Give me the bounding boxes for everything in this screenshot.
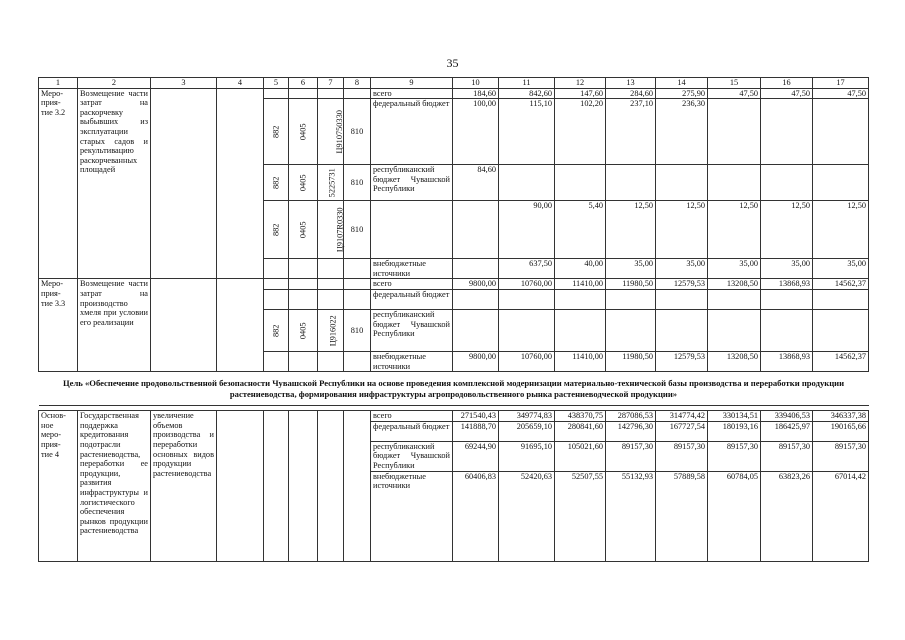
value-cell: 5,40 [555,201,606,259]
value-cell: 13868,93 [761,279,813,290]
value-cell: 12,50 [708,201,761,259]
empty-cell [344,351,371,371]
code-target [318,201,344,259]
value-cell: 280841,60 [555,421,606,441]
value-cell: 89157,30 [708,441,761,471]
value-cell [606,309,656,351]
empty-cell [289,351,318,371]
code-expense: 810 [344,99,371,165]
column-header: 7 [318,78,344,89]
code-grbs [264,99,289,165]
value-cell [606,165,656,201]
empty-cell [344,259,371,279]
value-cell: 330134,51 [708,411,761,422]
code-expense: 810 [344,165,371,201]
value-cell: 12,50 [813,201,869,259]
value-cell [499,309,555,351]
column-header: 9 [371,78,453,89]
value-cell [453,259,499,279]
empty-cell [318,88,344,99]
column-header: 10 [453,78,499,89]
table-row [39,88,869,99]
empty-cell [264,259,289,279]
value-cell: 186425,97 [761,421,813,441]
value-cell: 12,50 [761,201,813,259]
value-cell: 89157,30 [761,441,813,471]
code-grbs-text: 882 [271,125,281,138]
funding-source: республиканский бюджет Чувашской Республики [371,165,453,201]
empty-cell [344,279,371,290]
value-cell: 100,00 [453,99,499,165]
value-cell: 9800,00 [453,351,499,371]
empty-cell [264,289,289,309]
value-cell [656,165,708,201]
activity-description: Возмещение части затрат на производство хмеля при условии его реализации [78,279,151,372]
column-header: 16 [761,78,813,89]
table-body [39,78,869,562]
empty-cell [151,279,217,372]
value-cell: 12579,53 [656,351,708,371]
value-cell: 9800,00 [453,279,499,290]
value-cell [813,309,869,351]
activity-label: Меро- прия- тие 3.3 [39,279,78,372]
value-cell: 90,00 [499,201,555,259]
value-cell: 14562,37 [813,351,869,371]
code-section-text: 0405 [298,221,308,238]
value-cell: 438370,75 [555,411,606,422]
code-grbs-text: 882 [271,223,281,236]
column-header: 4 [217,78,264,89]
budget-table [38,77,869,562]
empty-cell [264,279,289,290]
empty-cell [217,279,264,372]
value-cell: 10760,00 [499,279,555,290]
empty-cell [344,411,371,562]
value-cell: 40,00 [555,259,606,279]
value-cell: 11410,00 [555,351,606,371]
empty-cell [217,88,264,279]
value-cell [708,309,761,351]
value-cell: 47,50 [708,88,761,99]
funding-source: внебюджетные источники [371,471,453,561]
value-cell: 52507,55 [555,471,606,561]
code-section [289,201,318,259]
value-cell [708,289,761,309]
funding-source: внебюджетные источники [371,259,453,279]
code-grbs [264,201,289,259]
value-cell [708,99,761,165]
code-section [289,309,318,351]
empty-cell [289,411,318,562]
value-cell: 102,20 [555,99,606,165]
value-cell [656,309,708,351]
code-section [289,165,318,201]
empty-cell [318,411,344,562]
value-cell: 271540,43 [453,411,499,422]
value-cell: 35,00 [606,259,656,279]
funding-source: всего [371,411,453,422]
value-cell [708,165,761,201]
column-header: 3 [151,78,217,89]
code-grbs [264,165,289,201]
value-cell: 115,10 [499,99,555,165]
value-cell [813,99,869,165]
empty-cell [264,411,289,562]
value-cell [453,289,499,309]
value-cell: 60406,83 [453,471,499,561]
value-cell [499,165,555,201]
funding-source: федеральный бюджет [371,421,453,441]
activity-label: Основ- ное меро- прия- тие 4 [39,411,78,562]
value-cell: 47,50 [813,88,869,99]
value-cell: 14562,37 [813,279,869,290]
empty-cell [264,88,289,99]
funding-source: внебюджетные источники [371,351,453,371]
value-cell: 35,00 [813,259,869,279]
value-cell: 339406,53 [761,411,813,422]
funding-source: всего [371,88,453,99]
value-cell: 91695,10 [499,441,555,471]
activity-description: Возмещение части затрат на раскорчевку выбывших из эксплуатации старых садов и рекультивацию раскорчеванных площадей [78,88,151,279]
code-target-text: Ц916022 [328,315,338,346]
header-row [39,78,869,89]
value-cell: 167727,54 [656,421,708,441]
code-section-text: 0405 [298,174,308,191]
value-cell: 11410,00 [555,279,606,290]
value-cell [555,165,606,201]
indicator-text: увеличение объемов производства и переработки основных видов продукции растениеводства [151,411,217,562]
value-cell: 842,60 [499,88,555,99]
code-section-text: 0405 [298,123,308,140]
code-expense: 810 [344,201,371,259]
value-cell: 12,50 [606,201,656,259]
table-row [39,279,869,290]
value-cell: 47,50 [761,88,813,99]
column-header: 15 [708,78,761,89]
value-cell [499,289,555,309]
column-header: 8 [344,78,371,89]
code-target [318,165,344,201]
activity-description: Государственная поддержка кредитования подотрасли растениеводства, переработки ее продукции, развития инфраструктуры и логистического обеспечения рынков продукции растениеводства [78,411,151,562]
funding-source: всего [371,279,453,290]
value-cell: 13208,50 [708,279,761,290]
value-cell [761,165,813,201]
value-cell: 89157,30 [656,441,708,471]
funding-source [371,201,453,259]
value-cell: 237,10 [606,99,656,165]
activity-label: Меро- прия- тие 3.2 [39,88,78,279]
value-cell: 11980,50 [606,279,656,290]
value-cell: 63823,26 [761,471,813,561]
value-cell: 11980,50 [606,351,656,371]
value-cell [761,99,813,165]
empty-cell [318,351,344,371]
empty-cell [217,411,264,562]
funding-source: республиканский бюджет Чувашской Республики [371,309,453,351]
code-target-text: Ц9107R0330 [335,207,345,253]
value-cell: 275,90 [656,88,708,99]
empty-cell [151,88,217,279]
value-cell: 13868,93 [761,351,813,371]
goal-heading: Цель «Обеспечение продовольственной безопасности Чувашской Республики на основе проведения комплексной модернизации материально-технической базы производства и переработки продукции растениеводства, формирования инфраструктуры агропродовольственного рынка растениеводческой продукции» [62,378,845,399]
column-header: 5 [264,78,289,89]
empty-cell [344,289,371,309]
code-section [289,99,318,165]
value-cell [813,165,869,201]
value-cell [555,289,606,309]
value-cell: 13208,50 [708,351,761,371]
code-grbs-text: 882 [271,176,281,189]
code-grbs [264,309,289,351]
column-header: 6 [289,78,318,89]
value-cell: 89157,30 [606,441,656,471]
empty-cell [289,88,318,99]
column-header: 11 [499,78,555,89]
value-cell: 35,00 [656,259,708,279]
page-number: 35 [446,56,459,70]
value-cell: 184,60 [453,88,499,99]
column-header: 13 [606,78,656,89]
value-cell [555,309,606,351]
code-target-text: Ц910750330 [334,110,344,154]
value-cell [453,201,499,259]
value-cell: 314774,42 [656,411,708,422]
value-cell: 57889,58 [656,471,708,561]
value-cell [606,289,656,309]
value-cell: 12,50 [656,201,708,259]
value-cell: 105021,60 [555,441,606,471]
column-header: 14 [656,78,708,89]
value-cell: 637,50 [499,259,555,279]
table-row [39,411,869,422]
goal-row [39,372,869,406]
code-grbs-text: 882 [271,324,281,337]
empty-cell [344,88,371,99]
value-cell [761,289,813,309]
value-cell [453,309,499,351]
empty-cell [289,279,318,290]
value-cell: 205659,10 [499,421,555,441]
value-cell: 180193,16 [708,421,761,441]
value-cell: 287086,53 [606,411,656,422]
column-header: 1 [39,78,78,89]
funding-source: федеральный бюджет [371,289,453,309]
funding-source: республиканский бюджет Чувашской Республики [371,441,453,471]
value-cell: 67014,42 [813,471,869,561]
empty-cell [318,259,344,279]
empty-cell [289,259,318,279]
value-cell: 52420,63 [499,471,555,561]
column-header: 17 [813,78,869,89]
value-cell: 349774,83 [499,411,555,422]
empty-cell [318,279,344,290]
value-cell: 141888,70 [453,421,499,441]
empty-cell [318,289,344,309]
value-cell: 10760,00 [499,351,555,371]
value-cell: 55132,93 [606,471,656,561]
value-cell: 69244,90 [453,441,499,471]
value-cell: 142796,30 [606,421,656,441]
value-cell: 35,00 [761,259,813,279]
empty-cell [264,351,289,371]
value-cell: 12579,53 [656,279,708,290]
value-cell [761,309,813,351]
value-cell: 147,60 [555,88,606,99]
value-cell: 84,60 [453,165,499,201]
value-cell: 284,60 [606,88,656,99]
funding-source: федеральный бюджет [371,99,453,165]
empty-cell [289,289,318,309]
value-cell [656,289,708,309]
column-header: 12 [555,78,606,89]
code-target [318,99,344,165]
code-target [318,309,344,351]
value-cell: 35,00 [708,259,761,279]
value-cell: 60784,05 [708,471,761,561]
value-cell: 236,30 [656,99,708,165]
value-cell: 346337,38 [813,411,869,422]
code-expense: 810 [344,309,371,351]
value-cell: 190165,66 [813,421,869,441]
column-header: 2 [78,78,151,89]
code-target-text: 5225731 [327,168,337,198]
value-cell [813,289,869,309]
value-cell: 89157,30 [813,441,869,471]
code-section-text: 0405 [298,322,308,339]
